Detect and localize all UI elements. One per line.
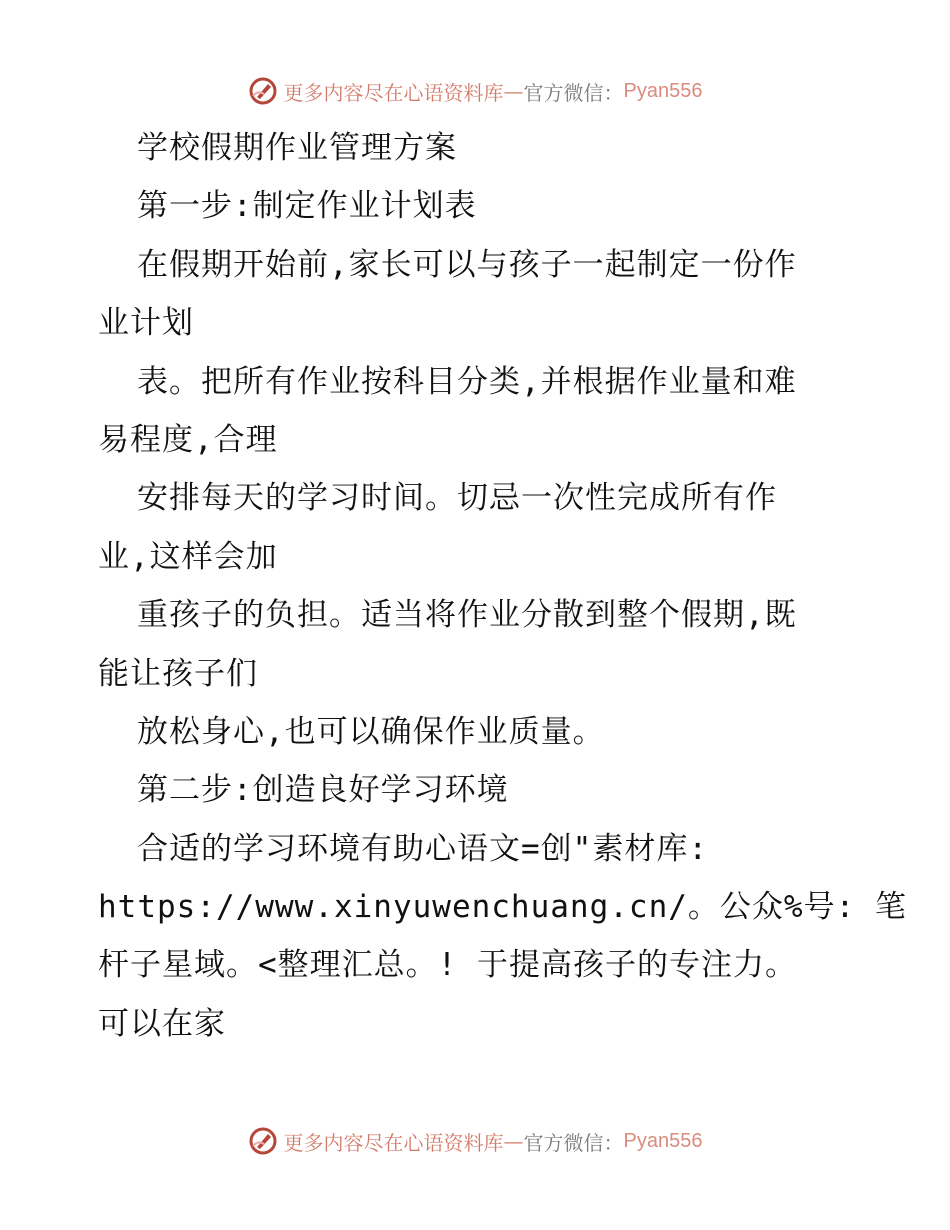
banner-main-text: 更多内容尽在心语资料库 xyxy=(283,80,504,105)
document-body xyxy=(98,122,907,1056)
text-line: 第二步:创造良好学习环境 xyxy=(137,772,509,809)
text-line: 业,这样会加 xyxy=(98,538,278,575)
banner-wechat-label: 官方微信： xyxy=(523,80,624,105)
banner-separator: — xyxy=(503,79,524,103)
text-line: 能让孩子们 xyxy=(98,655,258,692)
text-line: 易程度,合理 xyxy=(98,421,278,458)
banner-wechat-id: Pyan556 xyxy=(623,79,703,102)
pen-logo-icon xyxy=(248,76,278,106)
banner-main-text: 更多内容尽在心语资料库 xyxy=(283,1130,504,1155)
text-line: 表。把所有作业按科目分类,并根据作业量和难 xyxy=(137,363,797,400)
header-banner xyxy=(0,71,950,111)
text-line: https://www.xinyuwenchuang.cn/。公众%号: 笔 xyxy=(98,889,907,926)
text-line: 第一步:制定作业计划表 xyxy=(137,188,477,225)
banner-separator: — xyxy=(503,1129,524,1153)
text-line: 合适的学习环境有助心语文=创"素材库: xyxy=(137,830,708,867)
text-line: 可以在家 xyxy=(98,1005,226,1042)
pen-logo-icon xyxy=(248,1126,278,1156)
text-line: 杆子星域。<整理汇总。! 于提高孩子的专注力。 xyxy=(98,947,797,984)
text-line: 学校假期作业管理方案 xyxy=(137,130,457,166)
footer-banner xyxy=(0,1121,950,1161)
text-line: 放松身心,也可以确保作业质量。 xyxy=(137,713,605,750)
text-line: 安排每天的学习时间。切忌一次性完成所有作 xyxy=(137,480,777,517)
text-line: 重孩子的负担。适当将作业分散到整个假期,既 xyxy=(137,597,797,634)
banner-wechat-label: 官方微信： xyxy=(523,1130,624,1155)
text-line: 在假期开始前,家长可以与孩子一起制定一份作 xyxy=(137,246,797,283)
text-line: 业计划 xyxy=(98,305,194,342)
banner-wechat-id: Pyan556 xyxy=(623,1129,703,1152)
